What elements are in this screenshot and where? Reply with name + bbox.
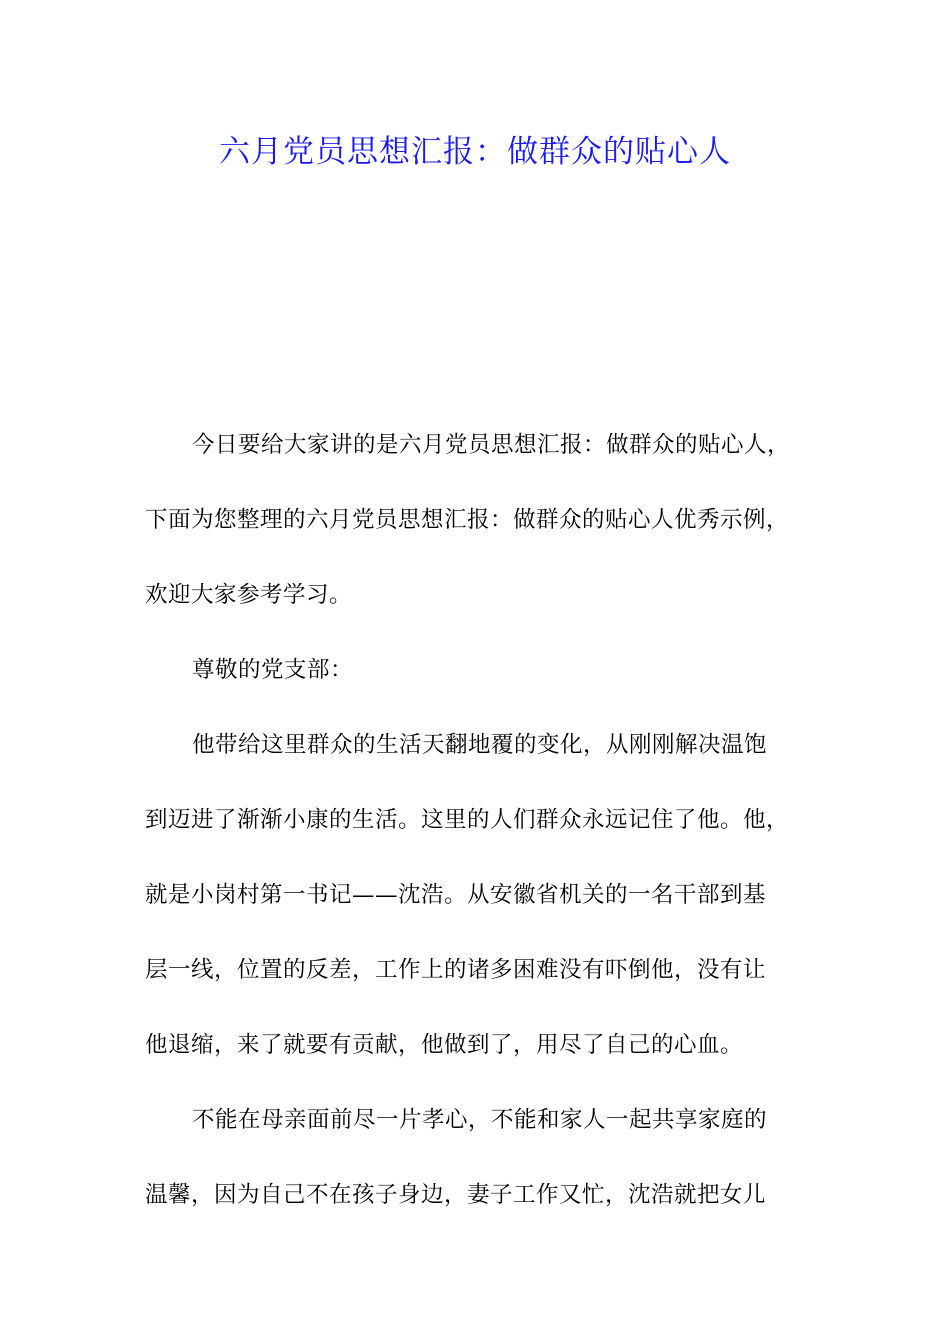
document-title: 六月党员思想汇报：做群众的贴心人 — [219, 134, 731, 170]
body-line: 下面为您整理的六月党员思想汇报：做群众的贴心人优秀示例， — [145, 507, 790, 533]
body-line: 他退缩，来了就要有贡献，他做到了，用尽了自己的心血。 — [145, 1032, 744, 1058]
body-line: 到迈进了渐渐小康的生活。这里的人们群众永远记住了他。他， — [145, 807, 790, 833]
body-line: 就是小岗村第一书记——沈浩。从安徽省机关的一名干部到基 — [145, 882, 767, 908]
body-line: 温馨，因为自己不在孩子身边，妻子工作又忙，沈浩就把女儿 — [145, 1182, 767, 1208]
document-body — [145, 425, 825, 1250]
salutation: 尊敬的党支部： — [192, 657, 354, 683]
body-line: 今日要给大家讲的是六月党员思想汇报：做群众的贴心人， — [192, 432, 791, 458]
body-line: 他带给这里群众的生活天翻地覆的变化，从刚刚解决温饱 — [192, 732, 768, 758]
body-line: 欢迎大家参考学习。 — [145, 582, 353, 608]
body-line: 不能在母亲面前尽一片孝心，不能和家人一起共享家庭的 — [192, 1107, 768, 1133]
body-line: 层一线，位置的反差，工作上的诸多困难没有吓倒他，没有让 — [145, 957, 767, 983]
